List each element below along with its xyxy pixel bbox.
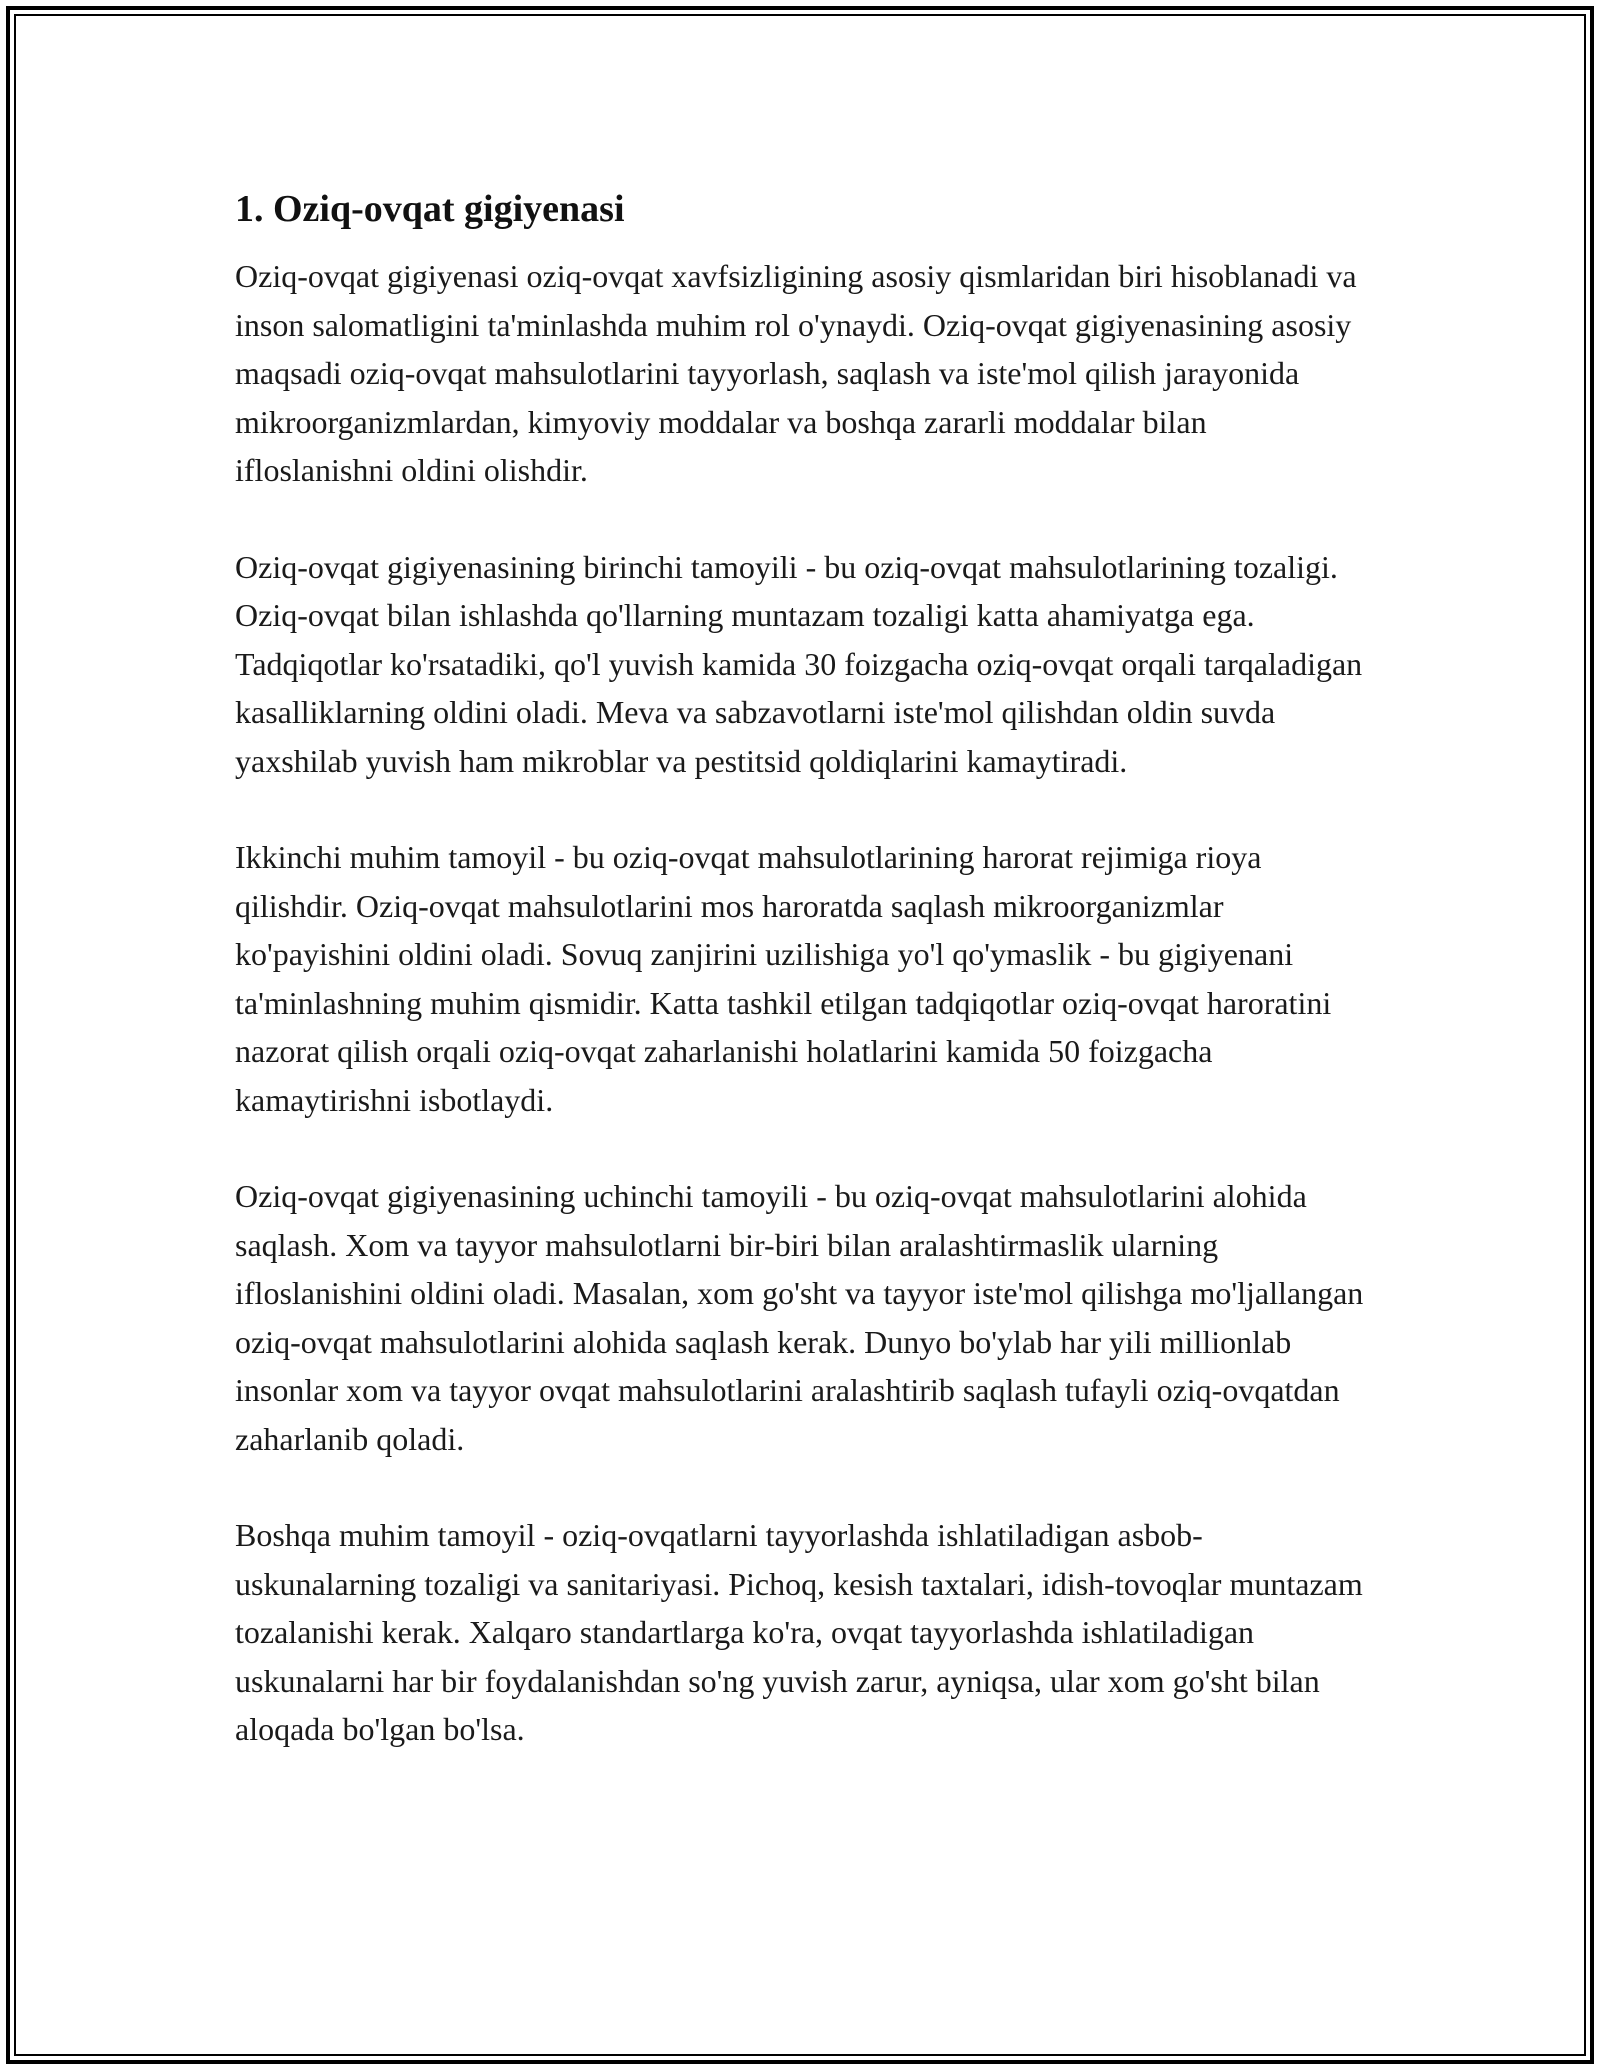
document-body: [235, 186, 1370, 1802]
paragraph-equipment: Boshqa muhim tamoyil - oziq-ovqatlarni tayyorlashda ishlatiladigan asbob-uskunalarning tozaligi va sanitariyasi. Pichoq, kesish taxtalari, idish-tovoqlar muntazam tozalanishi kerak. Xalqaro standartlarga ko'ra, ovqat tayyorlashda ishlatiladigan uskunalarni har bir foydalanishdan so'ng yuvish zarur, ayniqsa, ular xom go'sht bilan aloqada bo'lgan bo'lsa.: [235, 1517, 1363, 1747]
paragraph-separation: Oziq-ovqat gigiyenasining uchinchi tamoyili - bu oziq-ovqat mahsulotlarini alohida saqlash. Xom va tayyor mahsulotlarni bir-biri bilan aralashtirmaslik ularning ifloslanishini oldini oladi. Masalan, xom go'sht va tayyor iste'mol qilishga mo'ljallangan oziq-ovqat mahsulotlarini alohida saqlash kerak. Dunyo bo'ylab har yili millionlab insonlar xom va tayyor ovqat mahsulotlarini aralashtirib saqlash tufayli oziq-ovqatdan zaharlanib qoladi.: [235, 1178, 1364, 1457]
section-heading: 1. Oziq-ovqat gigiyenasi: [235, 188, 625, 230]
paragraph-intro: Oziq-ovqat gigiyenasi oziq-ovqat xavfsizligining asosiy qismlaridan biri hisoblanadi va inson salomatligini ta'minlashda muhim rol o'ynaydi. Oziq-ovqat gigiyenasining asosiy maqsadi oziq-ovqat mahsulotlarini tayyorlash, saqlash va iste'mol qilish jarayonida mikroorganizmlardan, kimyoviy moddalar va boshqa zararli moddalar bilan ifloslanishni oldini olishdir.: [235, 258, 1357, 488]
paragraph-cleanliness: Oziq-ovqat gigiyenasining birinchi tamoyili - bu oziq-ovqat mahsulotlarining tozaligi. Oziq-ovqat bilan ishlashda qo'llarning muntazam tozaligi katta ahamiyatga ega. Tadqiqotlar ko'rsatadiki, qo'l yuvish kamida 30 foizgacha oziq-ovqat orqali tarqaladigan kasalliklarning oldini oladi. Meva va sabzavotlarni iste'mol qilishdan oldin suvda yaxshilab yuvish ham mikroblar va pestitsid qoldiqlarini kamaytiradi.: [235, 548, 1363, 779]
paragraph-temperature: Ikkinchi muhim tamoyil - bu oziq-ovqat mahsulotlarining harorat rejimiga rioya qilishdir. Oziq-ovqat mahsulotlarini mos haroratda saqlash mikroorganizmlar ko'payishini oldini oladi. Sovuq zanjirini uzilishiga yo'l qo'ymaslik - bu gigiyenani ta'minlashning muhim qismidir. Katta tashkil etilgan tadqiqotlar oziq-ovqat haroratini nazorat qilish orqali oziq-ovqat zaharlanishi holatlarini kamida 50 foizgacha kamaytirishni isbotlaydi.: [235, 839, 1332, 1118]
